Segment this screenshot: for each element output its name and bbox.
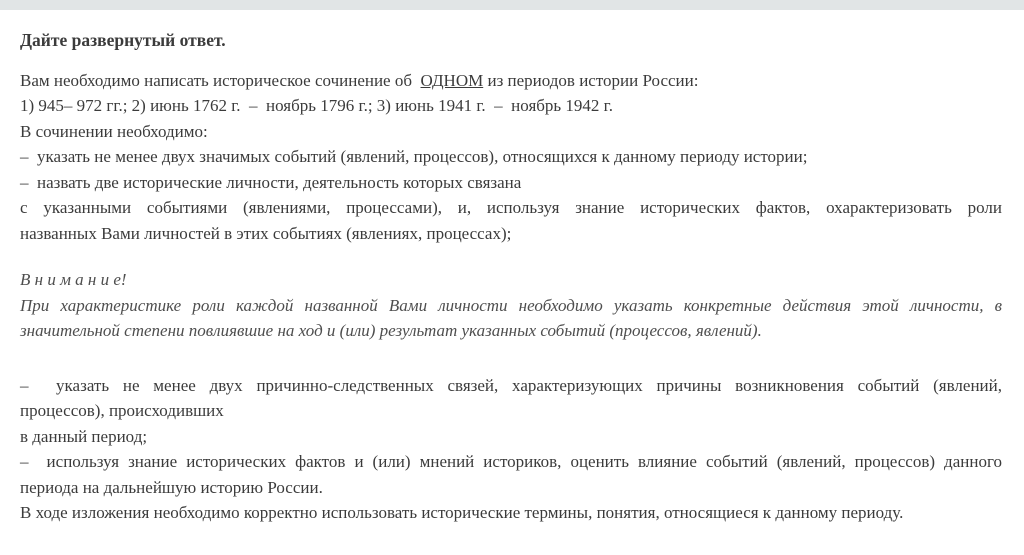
intro-line <box>20 68 1002 94</box>
notice-title: В н и м а н и е! <box>20 270 127 289</box>
task-body-continued <box>20 373 1002 526</box>
requirement-2-line-3: названных Вами личностей в этих событиях (явлениях, процессах); <box>20 223 512 243</box>
closing-line: В ходе изложения необходимо корректно использовать исторические термины, понятия, относящиеся к данному периоду. <box>20 503 904 522</box>
task-body <box>20 68 1002 247</box>
requirement-2-line-2: с указанными событиями (явлениями, процессами), и, используя знание исторических фактов, охарактеризовать роли <box>20 198 1002 217</box>
requirement-3-line-3: в данный период; <box>20 426 148 446</box>
notice-body-line-1: При характеристике роли каждой названной Вами личности необходимо указать конкретные действия этой личности, в <box>20 295 1002 315</box>
requirement-3-line-1: – указать не менее двух причинно-следственных связей, характеризующих причины возникновения событий (явлений, <box>20 375 1002 395</box>
requirement-4-line-1: – используя знание исторических фактов и (или) мнений историков, оценить влияние событий (явлений, процессов) данного <box>20 452 1002 471</box>
requirement-4-line-2: периода на дальнейшую историю России. <box>20 477 323 497</box>
intro-before: Вам необходимо написать историческое сочинение об <box>20 70 421 90</box>
requirement-2-line-1: – назвать две исторические личности, деятельность которых связана <box>20 172 522 192</box>
task-document <box>0 10 1024 526</box>
periods-line: 1) 945– 972 гг.; 2) июнь 1762 г. – ноябрь 1796 г.; 3) июнь 1941 г. – ноябрь 1942 г. <box>20 96 613 115</box>
task-heading: Дайте развернутый ответ. <box>20 30 226 50</box>
requirement-1: – указать не менее двух значимых событий (явлений, процессов), относящихся к данному периоду истории; <box>20 147 808 166</box>
requirement-3-line-2: процессов), происходивших <box>20 401 224 420</box>
intro-after: из периодов истории России: <box>483 70 699 90</box>
notice-block <box>20 267 1002 344</box>
top-bar <box>0 0 1024 10</box>
requirements-intro: В сочинении необходимо: <box>20 121 208 141</box>
notice-body-line-2: значительной степени повлиявшие на ход и (или) результат указанных событий (процессов, явлений). <box>20 321 762 340</box>
underlined-one-period: ОДНОМ <box>420 70 484 90</box>
